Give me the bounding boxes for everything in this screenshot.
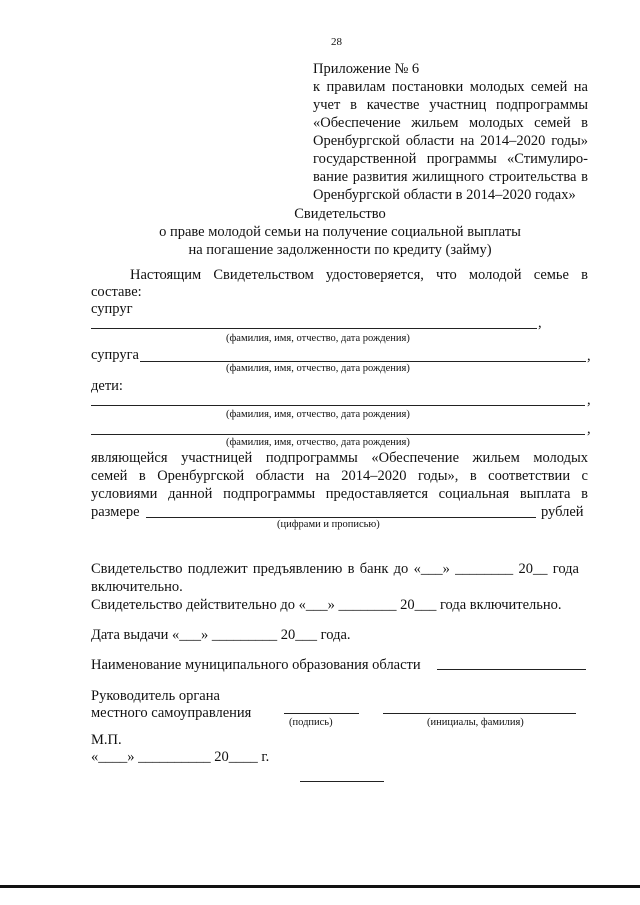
appendix-line: «Обеспечение жильем молодых семей в [313,115,588,131]
validity-text: включительно. [91,579,183,595]
appendix-line: Оренбургской области в 2014–2020 годах» [313,187,576,203]
document-subtitle: о праве молодой семьи на получение социальной выплаты [159,224,521,240]
appendix-line: учет в качестве участниц подпрограммы [313,97,588,113]
appendix-line: вание развития жилищного строительства в [313,169,588,185]
intro-text: Настоящим Свидетельством удостоверяется, что молодой семье в [130,267,588,283]
child-1-hint: (фамилия, имя, отчество, дата рождения) [226,409,410,420]
signature-field[interactable] [284,713,359,714]
municipality-label: Наименование муниципального образования области [91,657,421,673]
comma: , [587,421,591,437]
currency-label: рублей [541,504,584,520]
appendix-line: государственной программы «Стимулиро- [313,151,588,167]
husband-hint: (фамилия, имя, отчество, дата рождения) [226,333,410,344]
intro-text: составе: [91,284,142,300]
appendix-line: Оренбургской области на 2014–2020 годы» [313,133,588,149]
amount-field[interactable] [146,517,536,518]
children-label: дети: [91,378,123,394]
head-title: Руководитель органа [91,688,220,704]
head-title: местного самоуправления [91,705,252,721]
signature-hint: (подпись) [289,717,333,728]
child-1-field[interactable] [91,405,585,406]
body-text: являющейся участницей подпрограммы «Обеспечение жильем молодых [91,450,588,466]
amount-hint: (цифрами и прописью) [277,519,380,530]
initials-field[interactable] [383,713,576,714]
municipality-field[interactable] [437,669,586,670]
wife-label: супруга [91,347,139,363]
appendix-line: к правилам постановки молодых семей на [313,79,588,95]
husband-field[interactable] [91,328,537,329]
child-2-field[interactable] [91,434,585,435]
page-number: 28 [331,36,342,48]
validity-text: Свидетельство действительно до «___» ________ 20___ года включительно. [91,597,562,613]
appendix-title: Приложение № 6 [313,61,420,77]
document-subtitle: на погашение задолженности по кредиту (займу) [188,242,492,258]
separator-line [300,781,384,782]
amount-label: размере [91,504,140,520]
body-text: условиями данной подпрограммы предоставляется социальная выплата в [91,486,588,502]
child-2-hint: (фамилия, имя, отчество, дата рождения) [226,437,410,448]
comma: , [538,315,542,331]
page-bottom-rule [0,885,640,888]
comma: , [587,392,591,408]
initials-hint: (инициалы, фамилия) [427,717,524,728]
validity-text: Свидетельство подлежит предъявлению в банк до «___» ________ 20__ года [91,561,579,577]
document-title: Свидетельство [294,206,386,222]
issue-date: Дата выдачи «___» _________ 20___ года. [91,627,351,643]
body-text: семей в Оренбургской области на 2014–2020 годы», в соответствии с [91,468,588,484]
stamp-label: М.П. [91,732,122,748]
wife-hint: (фамилия, имя, отчество, дата рождения) [226,363,410,374]
wife-field[interactable] [140,361,586,362]
husband-label: супруг [91,301,133,317]
stamp-date: «____» __________ 20____ г. [91,749,270,765]
comma: , [587,348,591,364]
